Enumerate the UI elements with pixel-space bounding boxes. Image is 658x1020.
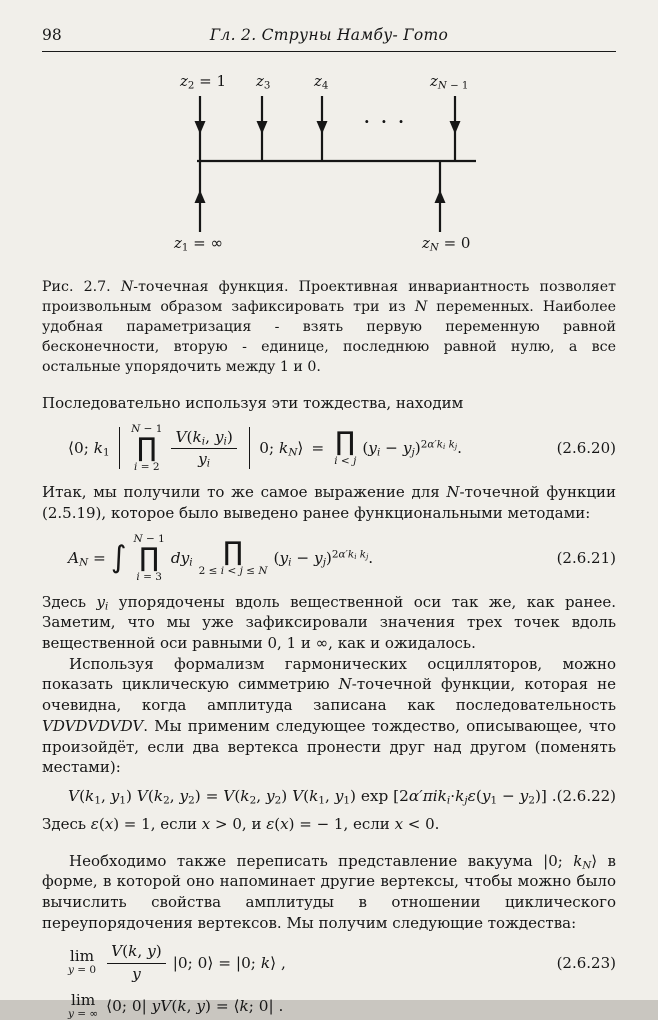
limit-condition: y = ∞: [68, 1007, 99, 1020]
rhs-expression: $(y_i - y_j)^{2\alpha'k_i}$ $^{k_j}$.: [273, 547, 374, 569]
fraction: [107, 942, 166, 983]
down-arrow-icon: [450, 121, 461, 134]
page-header: [42, 26, 616, 44]
equation-number: (2.6.23): [556, 953, 616, 972]
paragraph-ordering: Здесь $y_i$ упорядочены вдоль вещественной оси так же, как ранее. Заметим, что мы уже зафиксировали значения трех точек вдоль вещественной оси равными 0, 1 и ∞, как и ожидалось.: [42, 592, 617, 653]
lim-symbol: lim: [69, 947, 95, 966]
running-title: Гл. 2. Струны Намбу- Гото: [209, 26, 449, 44]
bra-vector: ⟨0; $k_1$: [68, 439, 110, 459]
figure-caption: Рис. 2.7. N-точечная функция. Проективная инвариантность позволяет произвольным образом зафиксировать три из N переменных. Наиболее удобная параметризация - взять первую переменную равной бесконечности, вторую - единице, последнюю равной нулю, а все остальные упорядочить между 1 и 0.: [42, 279, 617, 375]
ellipsis-dots: . . .: [364, 108, 407, 127]
vertex-line-z1: [195, 161, 206, 232]
lhs-expression: $A_N$ =: [68, 548, 106, 569]
product-symbol: ∏: [335, 427, 356, 458]
down-arrow-icon: [257, 121, 268, 134]
vertical-bar: [119, 427, 121, 469]
vertex-line-z2: [195, 96, 206, 161]
limit-operator: [68, 948, 96, 976]
label-zN-1: $z_N$ $_{- 1}$: [430, 72, 469, 92]
equation-number: (2.6.21): [556, 548, 616, 567]
product-symbol: ∏: [139, 542, 159, 573]
label-zN: $z_N = 0$: [422, 234, 471, 254]
page-number: 98: [42, 26, 62, 44]
commutation-identity: $V(k_1$, $y_1$) $V(k_2$, $y_2) = V(k_2$, $y_2$) $V(k_1$, $y_1$) $\exp [2\alpha'\pi ik_i\cdot k_j\varepsilon(y_1 - y_2)]$ .: [68, 786, 557, 807]
fraction: [171, 428, 236, 469]
label-z2: $z_2 = 1$: [180, 72, 227, 92]
product-lower-limit: i = 2: [134, 461, 160, 474]
product-operator: [198, 536, 268, 577]
product-lower-limit: i < j: [334, 455, 357, 468]
product-operator: [131, 423, 162, 473]
n-point-diagram: [42, 74, 616, 262]
lim-symbol: lim: [70, 991, 96, 1009]
paragraph-result: Итак, мы получили то же самое выражение для N-точечной функции (2.5.19), которое было выведено ранее функциональными методами:: [42, 483, 616, 522]
product-upper-limit: N − 1: [133, 532, 165, 545]
integration-measure: $dy_i$: [170, 548, 193, 569]
product-symbol: ∏: [136, 433, 157, 464]
paragraph-intro: Последовательно используя эти тождества, находим: [42, 394, 464, 413]
vertex-line-z3: [257, 96, 268, 161]
equation-number: (2.6.20): [556, 439, 616, 458]
equation-2-6-21: [42, 533, 616, 583]
equation-2-6-23a: [42, 942, 616, 983]
vertex-line-z4: [317, 96, 328, 161]
equation-body: [42, 787, 557, 805]
down-arrow-icon: [195, 121, 206, 134]
paragraph-epsilon-definition: Здесь ε(x) = 1, если x > 0, и ε(x) = − 1, если x < 0.: [42, 814, 440, 833]
vertex-line-zN: [435, 161, 446, 232]
fraction-denominator: $y_i$: [198, 450, 211, 470]
equals-sign: =: [311, 439, 325, 458]
integral-symbol: ∫: [110, 539, 127, 575]
paragraph-vacuum: Необходимо также переписать представление вакуума |0; $k_N⟩$ в форме, в которой оно напоминает другие вертексы, чтобы можно было вычислить свойства амплитуды в отношении циклического переупорядочения вертексов. Мы получим следующие тождества:: [42, 851, 617, 932]
equation-2-6-22: [42, 787, 616, 805]
product-lower-limit: 2 ≤ i < j ≤ N: [198, 564, 268, 577]
vertex-line-zN1: [450, 96, 461, 161]
up-arrow-icon: [195, 190, 206, 203]
equation-number: (2.6.22): [556, 786, 617, 805]
rhs-expression: $(y_i - y_j)^{2\alpha'k_i}$ $^{k_j}$.: [362, 438, 462, 459]
down-arrow-icon: [317, 121, 328, 134]
fraction-denominator: y: [132, 964, 141, 983]
equation-body: [42, 992, 283, 1020]
product-operator: [334, 429, 356, 467]
product-operator: [133, 533, 164, 583]
equation-body: [42, 942, 286, 983]
header-rule: [42, 51, 616, 52]
equation-body: [42, 533, 373, 583]
equation-body: [42, 423, 462, 473]
limit-operator: [68, 992, 98, 1020]
rhs-expression: ⟨0; 0| yV(k, y) = ⟨k; 0| .: [106, 997, 284, 1016]
up-arrow-icon: [435, 190, 446, 203]
label-z1: $z_1$ = ∞: [174, 234, 223, 254]
equation-2-6-20: [42, 423, 616, 473]
product-lower-limit: i = 3: [136, 570, 162, 583]
product-upper-limit: N − 1: [131, 423, 163, 436]
rhs-expression: |0; 0⟩ = |0; k⟩ ,: [172, 953, 286, 972]
paragraph-cyclic-symmetry: Используя формализм гармонических осцилляторов, можно показать циклическую симметрию N-точечной функции, которая не очевидна, когда амплитуда записана как последовательность VDVDVDVDV. Мы применим следующее тождество, описывающее, что произойдёт, если два вертекса пронести друг над другом (поменять местами):: [42, 654, 616, 777]
vertical-bar: [249, 427, 251, 469]
ket-vector: 0; $k_N⟩$: [259, 439, 304, 459]
fraction-numerator: $V(k_i$, $y_i$): [171, 428, 236, 449]
product-symbol: ∏: [223, 536, 243, 567]
fraction-numerator: V(k, y): [107, 942, 166, 963]
limit-condition: y = 0: [68, 964, 97, 977]
label-z4: $z_4$: [314, 72, 329, 92]
label-z3: $z_3$: [256, 72, 271, 92]
diagram-canvas: [42, 74, 616, 262]
equation-2-6-23b: [42, 992, 616, 1020]
